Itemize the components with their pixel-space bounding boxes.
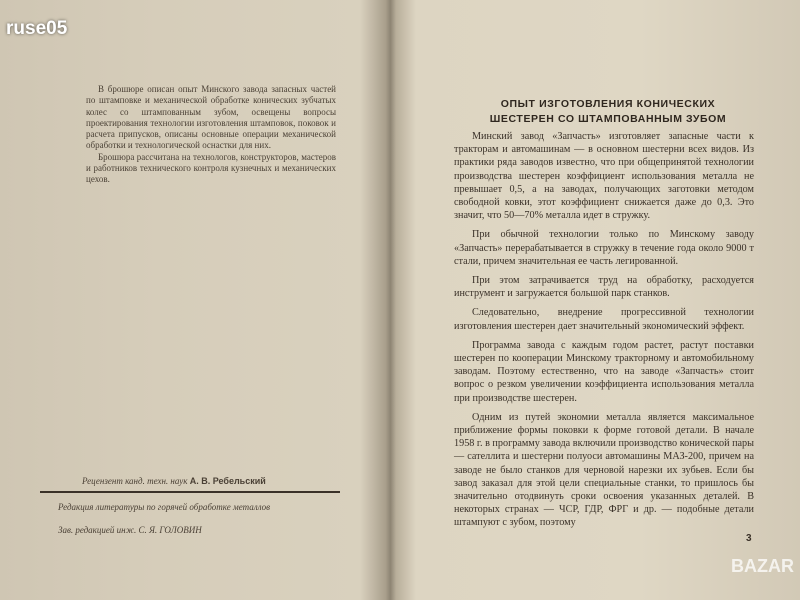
reviewer-name: А. В. Ребельский xyxy=(189,476,266,486)
left-page xyxy=(0,0,386,600)
paragraph: Следовательно, внедрение прогрессивной технологии изготовления шестерен дает значительный экономический эффект. xyxy=(454,307,754,332)
page-number: 3 xyxy=(746,533,752,544)
watermark-logo: ruse05 xyxy=(6,18,68,39)
editorial-head: Зав. редакцией инж. С. Я. ГОЛОВИН xyxy=(58,525,202,535)
editorial-block xyxy=(58,502,348,548)
chapter-title xyxy=(458,97,758,127)
paragraph: Программа завода с каждым годом растет, растут поставки шестерен по кооперации Минскому тракторному и автомобильному заводам. Поэтому естественно, что на заводе «Запчасть» стоит вопрос о резком увеличении коэффициента использования металла при производстве шестерен. xyxy=(454,339,754,404)
title-line-2: ШЕСТЕРЕН СО ШТАМПОВАННЫМ ЗУБОМ xyxy=(489,113,727,125)
editorial-department: Редакция литературы по горячей обработке металлов xyxy=(58,502,271,512)
annotation-paragraph: В брошюре описан опыт Минского завода запасных частей по штамповке и механической обработке конических зубчатых колес со штампованным зубом, освещены вопросы проектирования технологии изготовления штамповок, поковок и расчета припусков, описаны основные операции механической обработки и технологической оснастки для них. xyxy=(86,84,336,151)
paragraph: Одним из путей экономии металла является максимальное приближение формы поковки к форме готовой детали. В начале 1958 г. в программу завода включили производство конической пары — сателлита и шестерни полуоси автомашины МАЗ-200, причем на заводе не было станков для черновой нарезки их зубьев. Если бы завод заказал для этой цели специальные станки, то пришлось бы значительно отодвинуть сроки освоения указанных деталей. В некоторых странах — ЧСР, ГДР, ФРГ и др. — подобные детали штампуют с зубом, поэтому xyxy=(454,411,754,529)
annotation-paragraph: Брошюра рассчитана на технологов, конструкторов, мастеров и работников технического контроля кузнечных и механических цехов. xyxy=(86,151,336,185)
reviewer-label: Рецензент канд. техн. наук xyxy=(82,476,188,486)
bazar-logo: BAZAR xyxy=(731,556,794,576)
paragraph: Минский завод «Запчасть» изготовляет запасные части к тракторам и автомашинам — в основном шестерни всех видов. Из практики ряда заводов известно, что при общепринятой технологии производства шестерен коэффициент использования металла не превышает 0,5, а на заводах, получающих заготовки методом свободной ковки, этот коэффициент снижается даже до 0,3. Это значит, что 50—70% металла идет в стружку. xyxy=(454,131,754,222)
divider-rule xyxy=(40,491,340,493)
right-page xyxy=(396,0,800,600)
title-line-1: ОПЫТ ИЗГОТОВЛЕНИЯ КОНИЧЕСКИХ xyxy=(500,98,716,110)
paragraph: При этом затрачивается труд на обработку, расходуется инструмент и загружается большой парк станков. xyxy=(454,275,754,300)
reviewer-line xyxy=(82,476,342,486)
paragraph: При обычной технологии только по Минскому заводу «Запчасть» перерабатывается в стружку в течение года около 9000 т стали, причем значительная ее часть легированной. xyxy=(454,229,754,267)
body-text xyxy=(454,130,754,536)
annotation-block xyxy=(86,84,336,186)
